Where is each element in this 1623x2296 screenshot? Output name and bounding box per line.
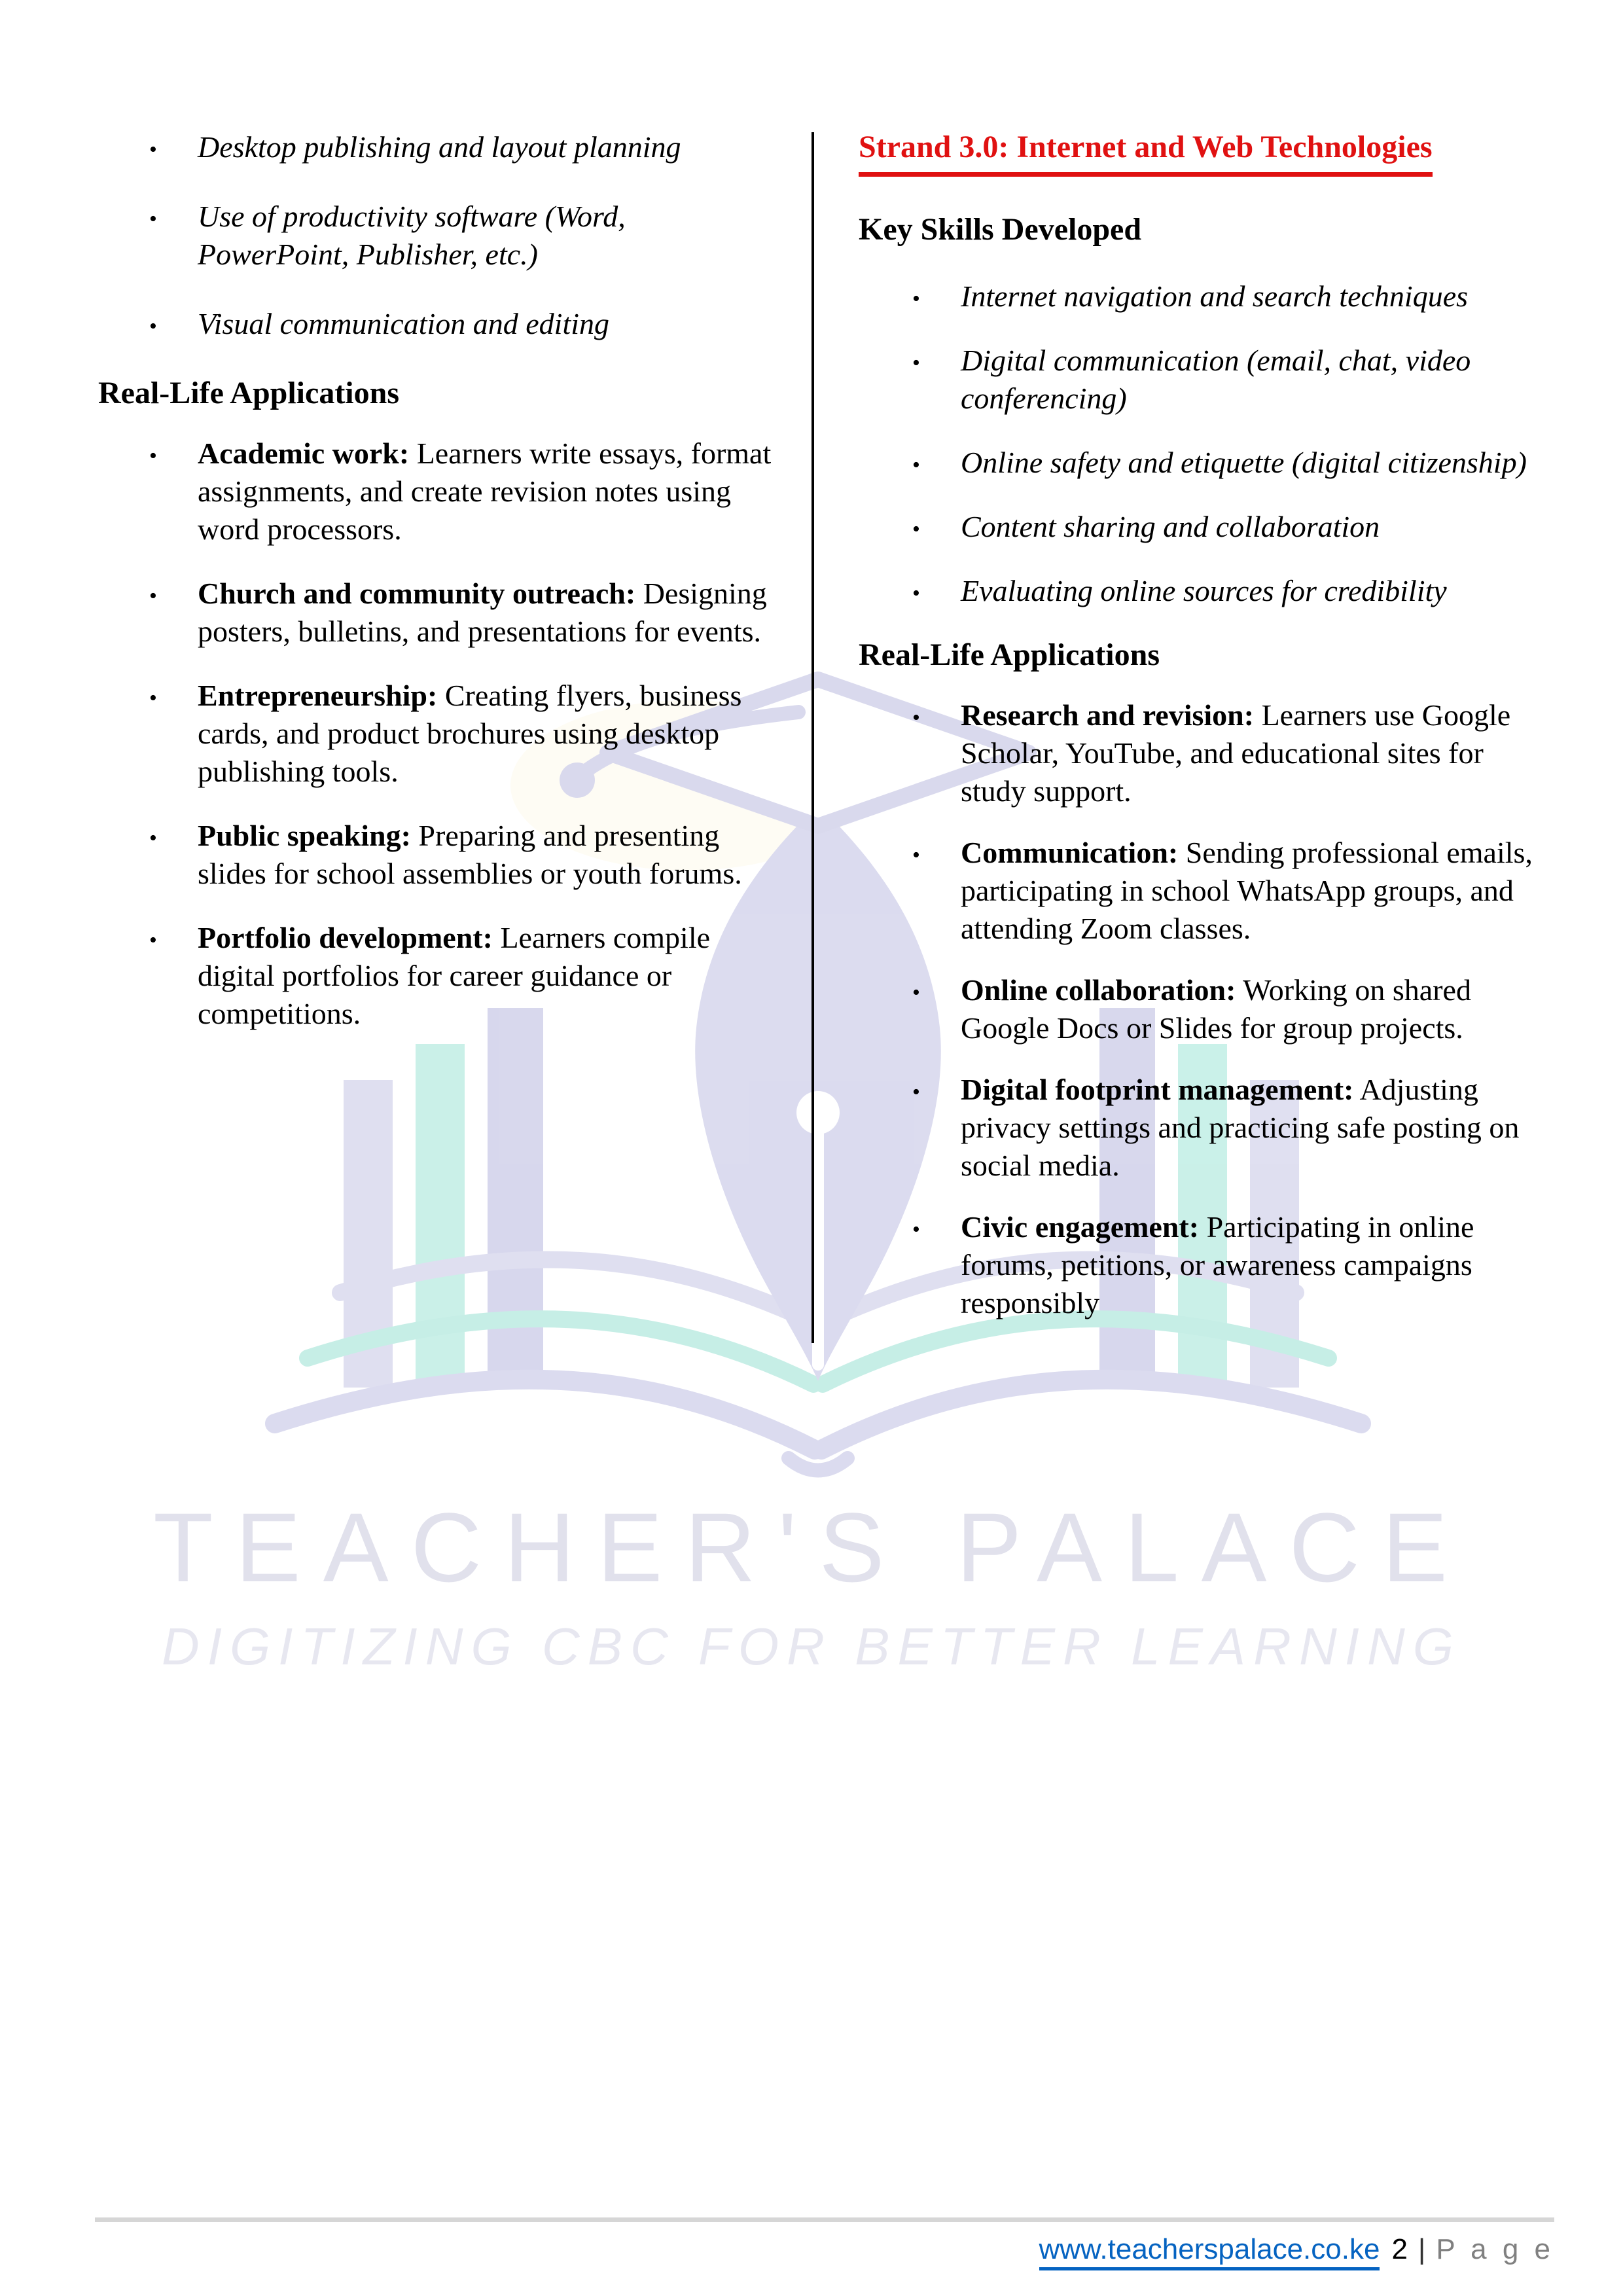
list-item-text: Online collaboration: Working on shared Google Docs or Slides for group projects. [961,973,1471,1045]
list-item-text: Desktop publishing and layout planning [198,130,681,164]
column-divider [812,132,814,1343]
list-item [98,919,772,1033]
bullet-icon: • [912,517,920,541]
list-item-text: Digital communication (email, chat, video conferencing) [961,344,1471,415]
bullet-icon: • [912,1080,920,1104]
footer-separator: | [1418,2233,1426,2265]
list-item [859,278,1539,315]
list-item-text: Civic engagement: Participating in online forums, petitions, or awareness campaigns responsibly [961,1210,1474,1319]
list-item [859,971,1539,1047]
page-number: 2 [1391,2233,1408,2265]
list-item-text: Content sharing and collaboration [961,510,1380,543]
bullet-icon: • [912,351,920,375]
list-item [859,444,1539,482]
list-item-text: Digital footprint management: Adjusting privacy settings and practicing safe posting on social media. [961,1073,1520,1182]
bullet-icon: • [912,1217,920,1242]
list-item-text: Use of productivity software (Word, PowerPoint, Publisher, etc.) [198,200,626,271]
right-rla-list [859,696,1539,1322]
bullet-icon: • [912,980,920,1005]
list-item-text: Internet navigation and search techniques [961,279,1469,313]
left-rla-heading: Real-Life Applications [98,376,400,410]
right-rla-heading: Real-Life Applications [859,637,1160,672]
bullet-icon: • [149,928,157,952]
list-item [98,677,772,791]
bullet-icon: • [149,444,157,468]
footer-link[interactable]: www.teacherspalace.co.ke [1039,2233,1380,2270]
key-skills-heading: Key Skills Developed [859,212,1142,247]
list-item [859,1071,1539,1185]
list-item [98,198,772,274]
bullet-icon: • [149,207,157,231]
list-item-text: Church and community outreach: Designing posters, bulletins, and presentations for events. [198,577,767,648]
list-item [98,817,772,893]
bullet-icon: • [149,584,157,608]
list-item [98,128,772,166]
list-item-text: Public speaking: Preparing and presenting slides for school assemblies or youth forums. [198,819,742,890]
bullet-icon: • [912,706,920,730]
list-item [98,575,772,651]
left-rla-list [98,435,772,1033]
left-column [98,128,772,1059]
list-item-text: Online safety and etiquette (digital citizenship) [961,446,1527,479]
footer [1039,2233,1555,2266]
footer-rule [95,2217,1554,2222]
right-skills-list [859,278,1539,610]
list-item-text: Evaluating online sources for credibility [961,574,1447,607]
list-item-text: Academic work: Learners write essays, format assignments, and create revision notes using word processors. [198,437,772,546]
left-skills-list [98,128,772,343]
bullet-icon: • [149,137,157,162]
list-item-text: Communication: Sending professional emails, participating in school WhatsApp groups, and attending Zoom classes. [961,836,1533,945]
strand-heading [859,128,1539,177]
page-label: P a g e [1436,2233,1554,2265]
list-item [98,305,772,343]
bullet-icon: • [912,453,920,477]
right-column [859,128,1539,1346]
watermark-title: TEACHER'S PALACE [153,1492,1470,1602]
bullet-icon: • [149,686,157,710]
list-item [859,834,1539,948]
list-item [859,508,1539,546]
bullet-icon: • [149,314,157,338]
list-item [98,435,772,548]
list-item [859,572,1539,610]
list-item [859,342,1539,418]
strand-heading-text: Strand 3.0: Internet and Web Technologies [859,128,1433,177]
list-item [859,1208,1539,1322]
bullet-icon: • [149,826,157,850]
bullet-icon: • [912,843,920,867]
bullet-icon: • [912,581,920,605]
bullet-icon: • [912,287,920,311]
watermark-tagline: DIGITIZING CBC FOR BETTER LEARNING [162,1617,1461,1676]
list-item-text: Portfolio development: Learners compile digital portfolios for career guidance or competitions. [198,921,711,1030]
list-item-text: Entrepreneurship: Creating flyers, business cards, and product brochures using desktop publishing tools. [198,679,742,788]
list-item-text: Visual communication and editing [198,307,610,340]
list-item [859,696,1539,810]
list-item-text: Research and revision: Learners use Google Scholar, YouTube, and educational sites for study support. [961,698,1511,808]
